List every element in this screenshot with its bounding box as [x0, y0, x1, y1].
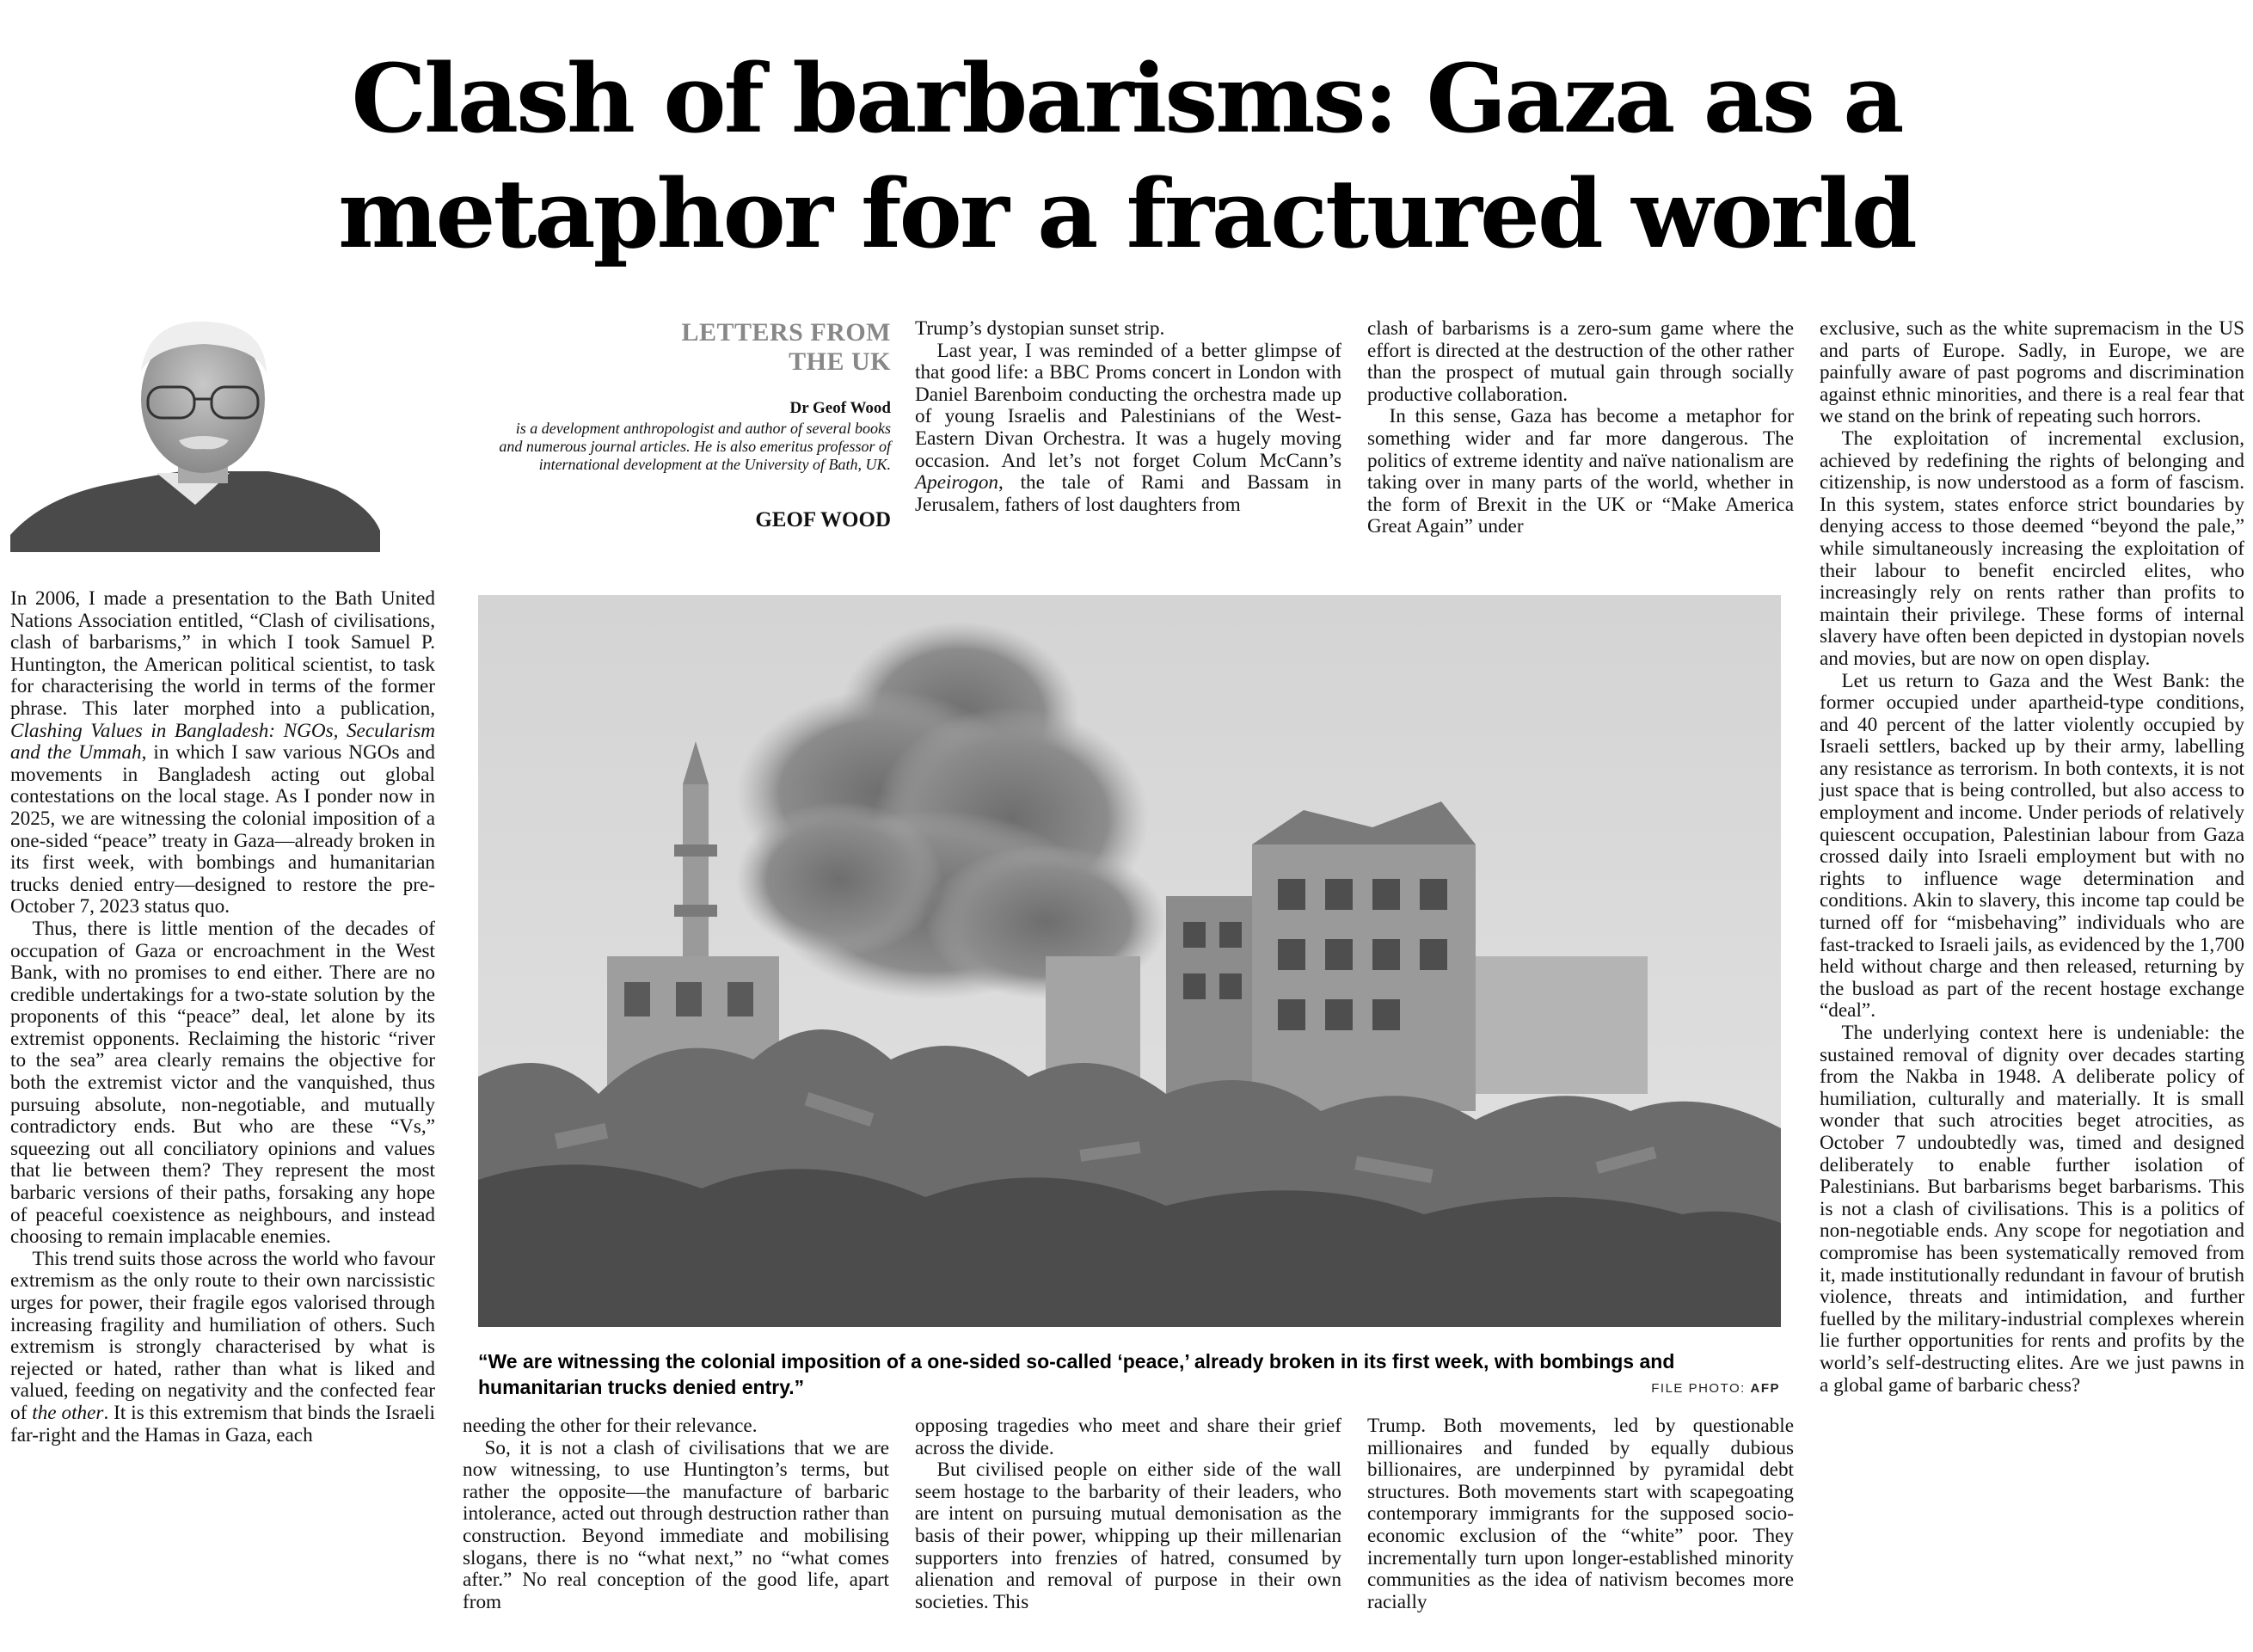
article-column-3-top [1367, 318, 1794, 538]
article-column-5 [1820, 318, 2244, 1397]
author-bio [378, 420, 891, 474]
author-photo [10, 320, 380, 552]
caption-line-2: humanitarian trucks denied entry.” [478, 1376, 805, 1398]
author-bio-line-3: international development at the University of Bath, UK. [538, 456, 891, 473]
article-column-2-top [915, 318, 1341, 516]
paragraph: Trump. Both movements, led by questionable millionaires and funded by equally dubious billionaires, are underpinned by pyramidal debt structures. Both movements start with scapegoating contemporary immigrants for the supposed socio-economic exclusion of the “white” poor. They incrementally turn upon longer-established minority communities as the idea of nativism becomes more racially [1367, 1415, 1794, 1613]
text-run: In 2006, I made a presentation to the Bath United Nations Association entitled, “Clash of civilisations, clash of barbarisms,” in which I took Samuel P. Huntington, the American political scientist, to task for characterising the world in terms of the former phrase. This later morphed into a publication, [10, 587, 435, 720]
photo-caption [478, 1348, 1781, 1400]
paragraph: Let us return to Gaza and the West Bank: the former occupied under apartheid-type conditions, and 40 percent of the latter violently occupied by Israeli settlers, backed up by their army, labelling any resistance as terrorism. In both contexts, it is not just space that is being controlled, but also access to employment and income. Under periods of relatively quiescent occupation, Palestinian labour from Gaza crossed daily into Israeli employment but with no rights to influence wage determination and conditions. Akin to slavery, this income tap could be turned off for “misbehaving” individuals who are fast-tracked to Israeli jails, as evidenced by the 1,700 held without charge and then released, returning by the busload as part of the recent hostage exchange “deal”. [1820, 669, 2244, 1023]
paragraph: needing the other for their relevance. [463, 1415, 758, 1437]
book-title: Apeirogon [915, 471, 999, 494]
paragraph: clash of barbarisms is a zero-sum game where the effort is directed at the destruction of the other rather than the prospect of mutual gain through socially productive collaboration. [1367, 317, 1794, 406]
paragraph: In this sense, Gaza has become a metaphor for something wider and far more dangerous. The politics of extreme identity and naïve nationalism are taking over in many parts of the world, whether in the form of Brexit in the UK or “Make America Great Again” under [1367, 405, 1794, 538]
paragraph: The exploitation of incremental exclusion, achieved by redefining the rights of belonging and citizenship, is now understood as a form of fascism. In this system, states enforce strict boundaries by denying access to those deemed “beyond the pale,” while simultaneously increasing the exploitation of their labour to benefit encircled elites, who increasingly rely on rents rather than profits to maintain their privilege. These forms of internal slavery have often been depicted in dystopian novels and movies, but are now on open display. [1820, 427, 2244, 670]
book-title: Clashing Values in Bangladesh: NGOs, Secularism and the Ummah [10, 719, 435, 765]
paragraph [10, 1249, 435, 1446]
caption-line-1: “We are witnessing the colonial imposition of a one-sided so-called ‘peace,’ already broken in its first week, with bombings and [478, 1350, 1675, 1373]
text-run: , the tale of Rami and Bassam in Jerusalem, fathers of lost daughters from [915, 471, 1341, 516]
author-name-small: Dr Geof Wood [789, 399, 891, 417]
emphasis: the other [32, 1401, 104, 1424]
author-bio-line-1: is a development anthropologist and author of several books [515, 420, 891, 437]
headline [0, 41, 2253, 272]
text-run: Last year, I was reminded of a better glimpse of that good life: a BBC Proms concert in London with Daniel Barenboim conducting the orchestra made up of young Israelis and Palestinians of the West-Eastern Divan Orchestra. It was a hugely moving occasion. And let’s not forget Colum McCann’s [915, 339, 1341, 472]
text-run: This trend suits those across the world who favour extremism as the only route to their own narcissistic urges for power, their fragile egos valorised through increasing fragility and humiliation of others. Such extremism is strongly characterised by what is rejected or hated, rather than what is liked and valued, feeding on negativity and the confected fear of [10, 1247, 435, 1424]
section-label-line-1: LETTERS FROM [681, 318, 891, 347]
paragraph: The underlying context here is undeniable: the sustained removal of dignity over decades starting from the Nakba in 1948. A deliberate policy of humiliation, culturally and materially. It is small wonder that such atrocities beget atrocities, as October 7 undoubtedly was, timed and designed deliberately to enable further isolation of Palestinians. But barbarisms beget barbarisms. This is not a clash of civilisations. This is a politics of non-negotiable ends. Any scope for negotiation and compromise has been systematically removed from it, made institutionally redundant in favour of brutish violence, threats and intimidation, and further fuelled by the military-industrial complexes wherein lie further opportunities for rents and profits by the world’s self-destructing elites. Are we just pawns in a global game of barbaric chess? [1820, 1022, 2244, 1397]
paragraph: Thus, there is little mention of the decades of occupation of Gaza or encroachment in the West Bank, with no promises to end either. There are no credible undertakings for a two-state solution by the proponents of this “peace” deal, let alone by its extremist opponents. Reclaiming the historic “river to the sea” area clearly remains the objective for both the extremist victor and the vanquished, thus pursuing absolute, non-negotiable, and mutually contradictory ends. But who are these “Vs,” squeezing out all conciliatory opinions and values that lie between them? They represent the most barbaric versions of their paths, forsaking any hope of peaceful coexistence as neighbours, and instead choosing to remain implacable enemies. [10, 917, 435, 1249]
section-label-line-2: THE UK [789, 347, 891, 376]
headline-line-1: Clash of barbarisms: Gaza as a [351, 43, 1902, 154]
article-column-2-bottom [463, 1416, 889, 1613]
paragraph: But civilised people on either side of the wall seem hostage to the barbarity of their leaders, who are intent on pursuing mutual demonisation as the basis of their power, whipping up their millenarian supporters into frenzies of hatred, consumed by alienation and removal of purpose in their own societies. This [915, 1459, 1341, 1613]
credit-source: AFP [1750, 1381, 1780, 1396]
paragraph [915, 341, 1341, 517]
article-column-1 [10, 588, 435, 1446]
text-run: . It is this extremism that binds the Israeli far-right and the Hamas in Gaza, each [10, 1401, 435, 1446]
section-label [378, 318, 891, 377]
paragraph: Trump’s dystopian sunset strip. [915, 317, 1165, 340]
credit-label: FILE PHOTO: [1651, 1381, 1751, 1396]
paragraph: opposing tragedies who meet and share their grief across the divide. [915, 1415, 1341, 1459]
news-photo [478, 595, 1781, 1327]
paragraph: exclusive, such as the white supremacism in the US and parts of Europe. Sadly, in Europe, we are painfully aware of past pogroms and discrimination against ethnic minorities, and there is a real fear that we stand on the brink of repeating such horrors. [1820, 317, 2244, 428]
paragraph [10, 588, 435, 918]
author-name: GEOF WOOD [755, 508, 891, 531]
article-column-3-bottom [915, 1416, 1341, 1613]
article-column-4-bottom [1367, 1416, 1794, 1613]
headline-line-2: metaphor for a fractured world [338, 158, 1915, 269]
author-bio-line-2: and numerous journal articles. He is also emeritus professor of [499, 438, 891, 455]
photo-credit [1651, 1381, 1780, 1396]
byline [378, 318, 891, 532]
text-run: , in which I saw various NGOs and movements in Bangladesh acting out global contestations on the local stage. As I ponder now in 2025, we are witnessing the colonial imposition of a one-sided “peace” treaty in Gaza—already broken in its first week, with bombings and humanitarian trucks denied entry—designed to restore the pre-October 7, 2023 status quo. [10, 741, 435, 918]
paragraph: So, it is not a clash of civilisations that we are now witnessing, to use Huntington’s terms, but rather the opposite—the manufacture of barbaric intolerance, acted out through destruction rather than construction. Beyond immediate and mobilising slogans, there is no “what next,” no “what comes after.” No real conception of the good life, apart from [463, 1436, 889, 1613]
